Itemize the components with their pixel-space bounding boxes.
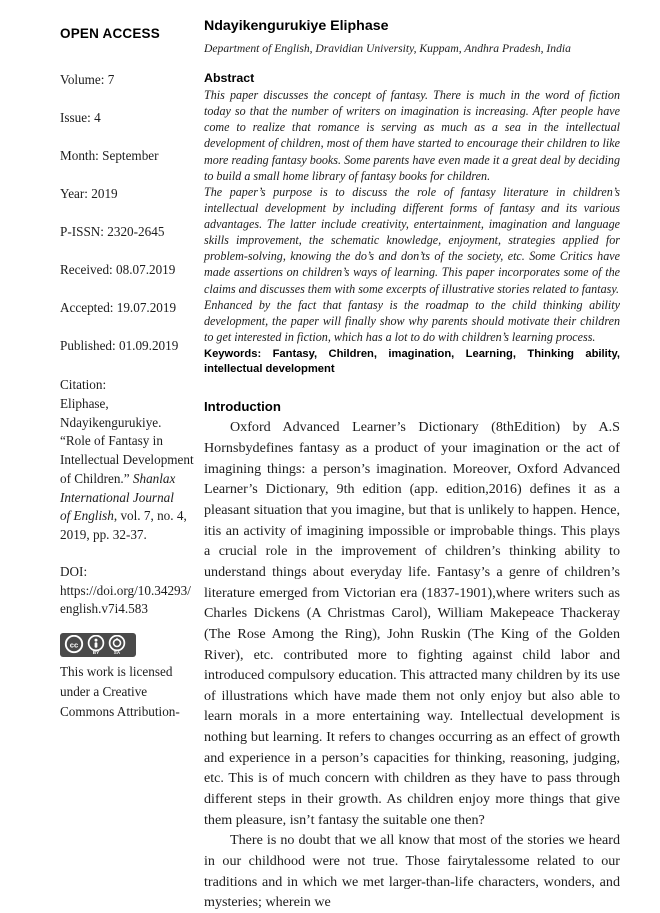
author-affiliation: Department of English, Dravidian University, Kuppam, Andhra Pradesh, India [204,41,571,55]
citation-line: “Role of Fantasy in [60,433,163,449]
citation-line [60,507,200,526]
body-paragraph: There is no doubt that we all know that most of the stories we heard in our childhood were not true. Those fairytalessome related to our traditions and in which we met larger-than-life characters, wonders, and mysteries; wherein we [204,832,620,911]
citation-journal-name: International Journal [60,489,174,505]
article-main-column [204,18,620,913]
metadata-issue: Issue: 4 [60,110,101,126]
abstract-paragraph: This paper discusses the concept of fantasy. There is much in the word of fiction today so that the number of writers on imagination is increasing. After people have come to realize that romance is serving as much as a sea in the intellectual development of children, most of them have started to encourage their children to like more reading fantasy books. Some parents have even made it a great deal by deciding to build a small home library of fantasy books for children. [204,87,620,183]
doi-link-continued[interactable]: english.v7i4.583 [60,601,148,617]
license-line: Commons Attribution- [60,704,180,720]
citation-journal-name: Shanlax [132,470,176,486]
citation-block [60,376,200,545]
citation-line: Ndayikengurukiye. [60,414,162,430]
doi-label: DOI: [60,563,88,579]
author-name: Ndayikengurukiye Eliphase [204,18,389,34]
open-access-label: OPEN ACCESS [60,26,160,41]
abstract-paragraph: The paper’s purpose is to discuss the role of fantasy literature in children’s intellectual development by including different forms of fantasy and its various advantages. The latter include creativity, entertainment, imagination and language skills improvement, the schematic knowledge, enjoyment, strategies applied for problem-solving, knowing the do’s and don’ts of the society, etc. Some Critics have made assertions on children’s ways of learning. This paper incorporates some of the claims and discusses them with some excerpts of illustrative stories related to fantasy. [204,184,620,296]
doi-link[interactable]: https://doi.org/10.34293/ [60,582,191,598]
license-statement [60,662,200,722]
metadata-pissn: P-ISSN: 2320-2645 [60,224,165,240]
keywords-line: Keywords: Fantasy, Children, imagination, Learning, Thinking ability, intellectual development [204,348,620,375]
journal-metadata-sidebar [60,26,200,722]
citation-volume-issue: , vol. 7, no. 4, [113,508,187,524]
metadata-volume: Volume: 7 [60,72,115,88]
citation-journal-name: of English [60,508,114,524]
citation-line: Citation: [60,377,107,393]
license-line: under a Creative [60,684,148,700]
svg-text:BY: BY [92,650,100,655]
abstract-heading: Abstract [204,70,255,85]
body-paragraph: Oxford Advanced Learner’s Dictionary (8thEdition) by A.S Hornsbydefines fantasy as a product of your imagination or the act of imagining things: a person’s imagination. Moreover, Oxford Advanced Learner’s Dictionary, 9th edition (app. edition,2016) defines it as a pleasant situation that you imagine, but that is unlikely to happen. Hence, itis an activity of imagining impossible or improbable things. This plays a crucial role in the improvement of children’s thinking ability to understand things about everyday life. Fantasy’s a genre of children’s literature emerged from Victorian era (1837-1901),where writers such as Charles Dickens (A Christmas Carol), William Makepeace Thackeray (The Rose Among the Ring), John Ruskin (The King of the Golden River), etc. contributed more to fighting against child labor and introduced compulsory education. This attracted many children by its use of illustrations which have made them not only enjoy but also able to learn morals in a more entertaining way. Intellectual development is nothing but learning. It refers to changes occurring as an effect of growth and experience in a person’s capacities for thinking, reasoning, judging, etc. This is of much concern with children as they have to pass through different steps in their growth. As children enjoy more things that give them pleasure, isn’t fantasy the suitable one then? [204,419,620,828]
metadata-accepted-date: Accepted: 19.07.2019 [60,300,177,316]
metadata-published-date: Published: 01.09.2019 [60,338,179,354]
citation-line [60,489,200,508]
citation-line [60,470,200,489]
cc-by-sa-icon [62,635,134,655]
abstract-paragraph: Enhanced by the fact that fantasy is the roadmap to the child thinking ability development, the paper will finally show why parents should motivate their children to get interested in fiction, which has a lot to do with children’s learning process. [204,297,620,345]
creative-commons-license-badge[interactable] [60,633,136,657]
citation-pages: 2019, pp. 32-37. [60,527,147,543]
citation-line: Eliphase, [60,395,109,411]
doi-block [60,563,200,619]
svg-text:cc: cc [69,640,79,650]
citation-article-title-end: of Children.” [60,470,133,486]
metadata-received-date: Received: 08.07.2019 [60,262,176,278]
svg-text:SA: SA [113,650,121,655]
citation-line: Intellectual Development [60,452,194,468]
metadata-month: Month: September [60,148,159,164]
introduction-heading: Introduction [204,399,281,415]
metadata-year: Year: 2019 [60,186,118,202]
license-line: This work is licensed [60,664,173,679]
